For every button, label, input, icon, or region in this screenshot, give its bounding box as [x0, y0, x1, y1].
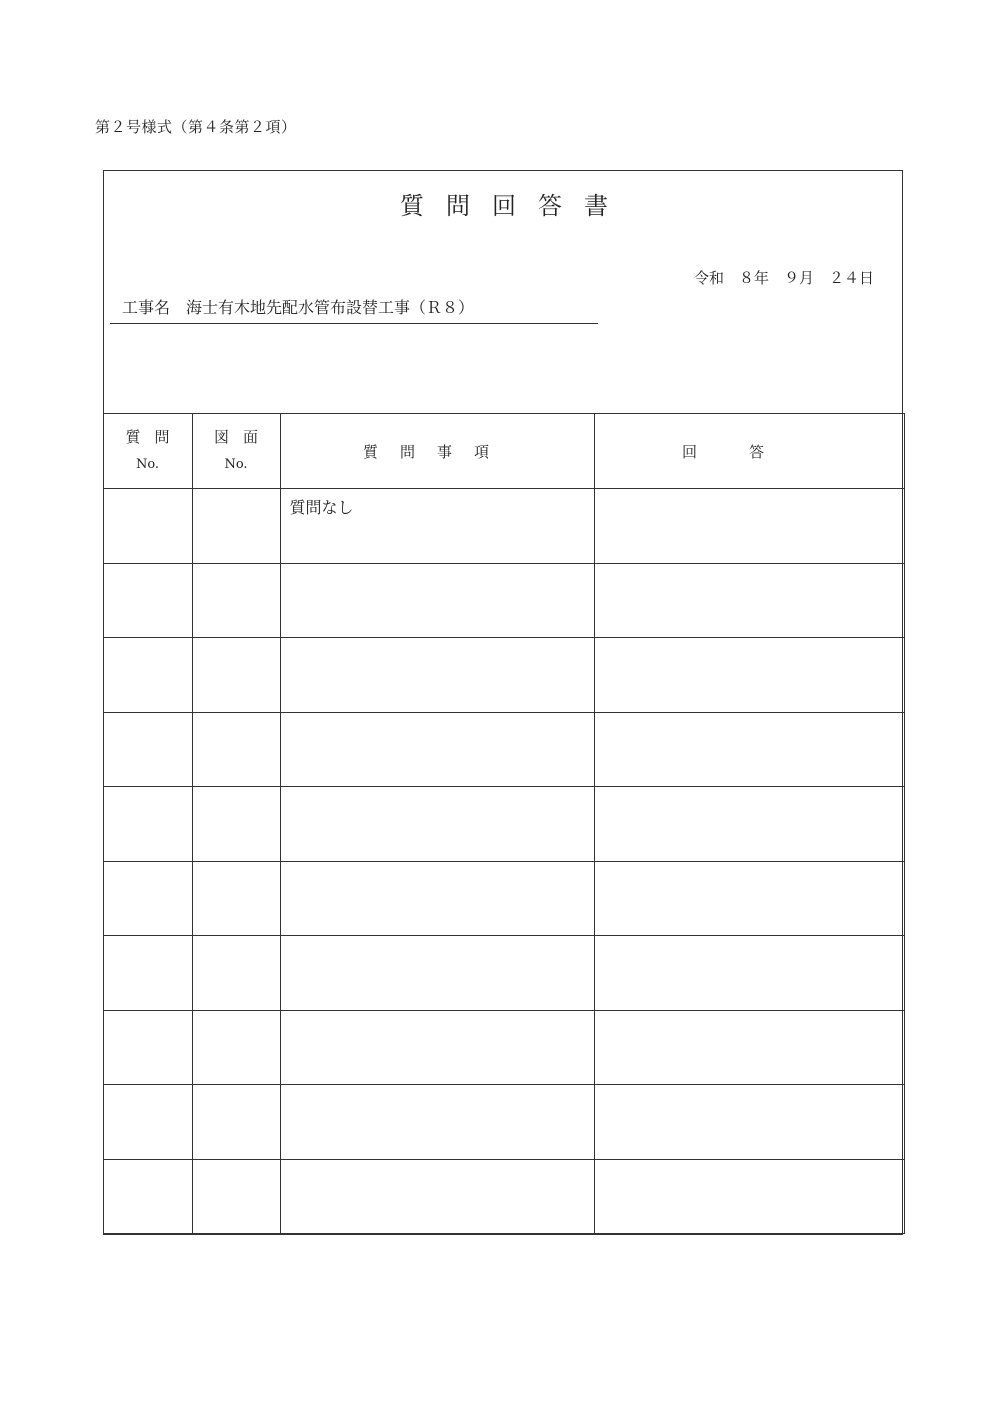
table-row — [103, 563, 904, 638]
cell-question-no — [103, 712, 192, 787]
cell-question — [280, 712, 594, 787]
table-row — [103, 861, 904, 936]
cell-question — [280, 936, 594, 1011]
cell-question-no — [103, 563, 192, 638]
table-row — [103, 489, 904, 564]
header-answer: 回答 — [594, 414, 904, 489]
cell-question — [280, 861, 594, 936]
cell-question — [280, 563, 594, 638]
cell-drawing-no — [192, 936, 280, 1011]
project-label: 工事名 — [122, 298, 171, 317]
qa-table-header-row — [103, 414, 904, 489]
cell-answer — [594, 712, 904, 787]
cell-answer — [594, 1010, 904, 1085]
header-question-no: 質問 No. — [103, 414, 192, 489]
cell-question — [280, 638, 594, 713]
table-row — [103, 936, 904, 1011]
cell-drawing-no — [192, 1085, 280, 1160]
cell-question-no — [103, 861, 192, 936]
cell-drawing-no — [192, 489, 280, 564]
header-question-item: 質問事項 — [280, 414, 594, 489]
cell-answer — [594, 861, 904, 936]
cell-question-no — [103, 489, 192, 564]
cell-question: 質問なし — [280, 489, 594, 564]
cell-question-no — [103, 936, 192, 1011]
cell-drawing-no — [192, 1010, 280, 1085]
cell-question — [280, 1085, 594, 1160]
table-row — [103, 712, 904, 787]
cell-answer — [594, 936, 904, 1011]
cell-drawing-no — [192, 638, 280, 713]
table-row — [103, 1010, 904, 1085]
cell-answer — [594, 1159, 904, 1234]
cell-answer — [594, 638, 904, 713]
cell-answer — [594, 563, 904, 638]
document-frame — [103, 170, 903, 1235]
cell-answer — [594, 787, 904, 862]
header-drawing-no: 図面 No. — [192, 414, 280, 489]
cell-question — [280, 1010, 594, 1085]
cell-question — [280, 787, 594, 862]
cell-drawing-no — [192, 787, 280, 862]
cell-question-no — [103, 1085, 192, 1160]
project-name: 海士有木地先配水管布設替工事（Ｒ８） — [186, 298, 475, 317]
cell-answer — [594, 1085, 904, 1160]
cell-drawing-no — [192, 1159, 280, 1234]
document-title: 質問回答書 — [400, 192, 630, 220]
cell-question-no — [103, 638, 192, 713]
cell-drawing-no — [192, 861, 280, 936]
table-row — [103, 1159, 904, 1234]
cell-drawing-no — [192, 563, 280, 638]
cell-question-no — [103, 1010, 192, 1085]
cell-question — [280, 1159, 594, 1234]
table-row — [103, 1085, 904, 1160]
form-number-label: 第２号様式（第４条第２項） — [95, 118, 297, 136]
cell-question-no — [103, 1159, 192, 1234]
document-date: 令和 ８年 ９月 ２４日 — [693, 269, 874, 287]
project-line — [110, 295, 598, 324]
cell-drawing-no — [192, 712, 280, 787]
cell-question-no — [103, 787, 192, 862]
qa-table — [103, 413, 905, 1234]
table-row — [103, 638, 904, 713]
table-row — [103, 787, 904, 862]
cell-answer — [594, 489, 904, 564]
